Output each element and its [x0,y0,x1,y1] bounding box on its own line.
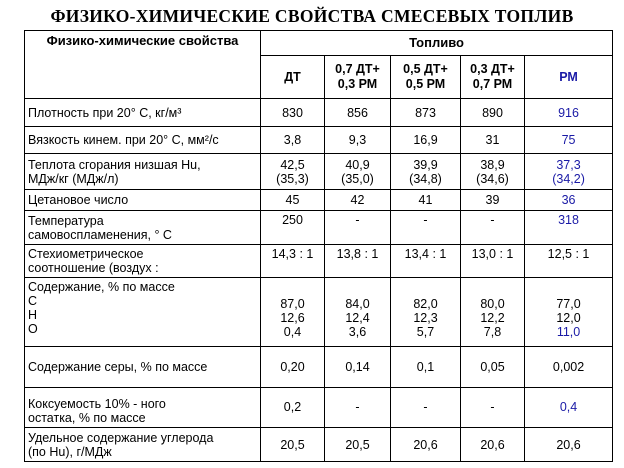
coke-value: 0,4 [525,387,613,428]
heat-value: 37,3 (34,2) [525,154,613,190]
row-autoignition [25,211,613,245]
column-header-0.7dt: 0,7 ДТ+ 0,3 РМ [325,56,391,99]
cetane-value: 36 [525,189,613,210]
viscosity-value: 9,3 [325,126,391,154]
fuel-properties-table [24,30,613,462]
viscosity-value: 31 [461,126,525,154]
carbon-label: Удельное содержание углерода (по Нu), г/МДж [25,428,261,462]
coke-value: 0,2 [261,387,325,428]
stoich-value: 12,5 : 1 [525,244,613,277]
viscosity-value: 3,8 [261,126,325,154]
row-content [25,277,613,346]
cetane-label: Цетановое число [25,189,261,210]
row-stoichiometric [25,244,613,277]
row-carbon [25,428,613,462]
content-value: 77,0 12,0 11,0 [525,277,613,346]
column-header-rm: РМ [525,56,613,99]
cetane-value: 45 [261,189,325,210]
sulfur-value: 0,05 [461,346,525,387]
heat-value: 38,9 (34,6) [461,154,525,190]
row-coke [25,387,613,428]
density-value: 890 [461,99,525,127]
carbon-value: 20,6 [525,428,613,462]
sulfur-value: 0,1 [391,346,461,387]
viscosity-label: Вязкость кинем. при 20° С, мм²/с [25,126,261,154]
coke-value: - [461,387,525,428]
heat-label: Теплота сгорания низшая Нu, МДж/кг (МДж/л) [25,154,261,190]
autoignition-value: - [391,211,461,245]
heat-value: 42,5 (35,3) [261,154,325,190]
stoich-value: 14,3 : 1 [261,244,325,277]
row-heat-of-combustion [25,154,613,190]
autoignition-value: 318 [525,211,613,245]
sulfur-label: Содержание серы, % по массе [25,346,261,387]
cetane-value: 41 [391,189,461,210]
density-value: 916 [525,99,613,127]
carbon-value: 20,5 [325,428,391,462]
page-title: ФИЗИКО-ХИМИЧЕСКИЕ СВОЙСТВА СМЕСЕВЫХ ТОПЛИВ [50,6,574,26]
viscosity-value: 75 [525,126,613,154]
properties-header: Физико-химические свойства [25,31,261,99]
autoignition-value: - [325,211,391,245]
element-c: C [28,293,38,308]
density-value: 873 [391,99,461,127]
row-sulfur [25,346,613,387]
row-density [25,99,613,127]
element-h: H [28,307,38,322]
viscosity-value: 16,9 [391,126,461,154]
element-o: O [28,321,38,336]
fuel-header: Топливо [261,31,613,56]
stoich-value: 13,4 : 1 [391,244,461,277]
density-value: 830 [261,99,325,127]
density-value: 856 [325,99,391,127]
sulfur-value: 0,002 [525,346,613,387]
carbon-value: 20,6 [391,428,461,462]
heat-value: 40,9 (35,0) [325,154,391,190]
column-header-dt: ДТ [261,56,325,99]
column-header-0.5dt: 0,5 ДТ+ 0,5 РМ [391,56,461,99]
column-header-0.3dt: 0,3 ДТ+ 0,7 РМ [461,56,525,99]
content-value: 80,0 12,2 7,8 [461,277,525,346]
header-row [25,31,613,56]
row-cetane [25,189,613,210]
autoignition-value: - [461,211,525,245]
heat-value: 39,9 (34,8) [391,154,461,190]
carbon-value: 20,5 [261,428,325,462]
cetane-value: 39 [461,189,525,210]
content-value: 87,0 12,6 0,4 [261,277,325,346]
stoich-label: Стехиометрическое соотношение (воздух : [25,244,261,277]
cetane-value: 42 [325,189,391,210]
row-viscosity [25,126,613,154]
autoignition-value: 250 [261,211,325,245]
density-label: Плотность при 20° С, кг/м³ [25,99,261,127]
stoich-value: 13,8 : 1 [325,244,391,277]
content-value: 82,0 12,3 5,7 [391,277,461,346]
sulfur-value: 0,14 [325,346,391,387]
autoignition-label: Температура самовоспламенения, ° С [25,211,261,245]
coke-label: Коксуемость 10% - ного остатка, % по массе [25,387,261,428]
coke-value: - [391,387,461,428]
sulfur-value: 0,20 [261,346,325,387]
content-label: Содержание, % по массе C H O [25,277,261,346]
stoich-value: 13,0 : 1 [461,244,525,277]
coke-value: - [325,387,391,428]
carbon-value: 20,6 [461,428,525,462]
content-value: 84,0 12,4 3,6 [325,277,391,346]
